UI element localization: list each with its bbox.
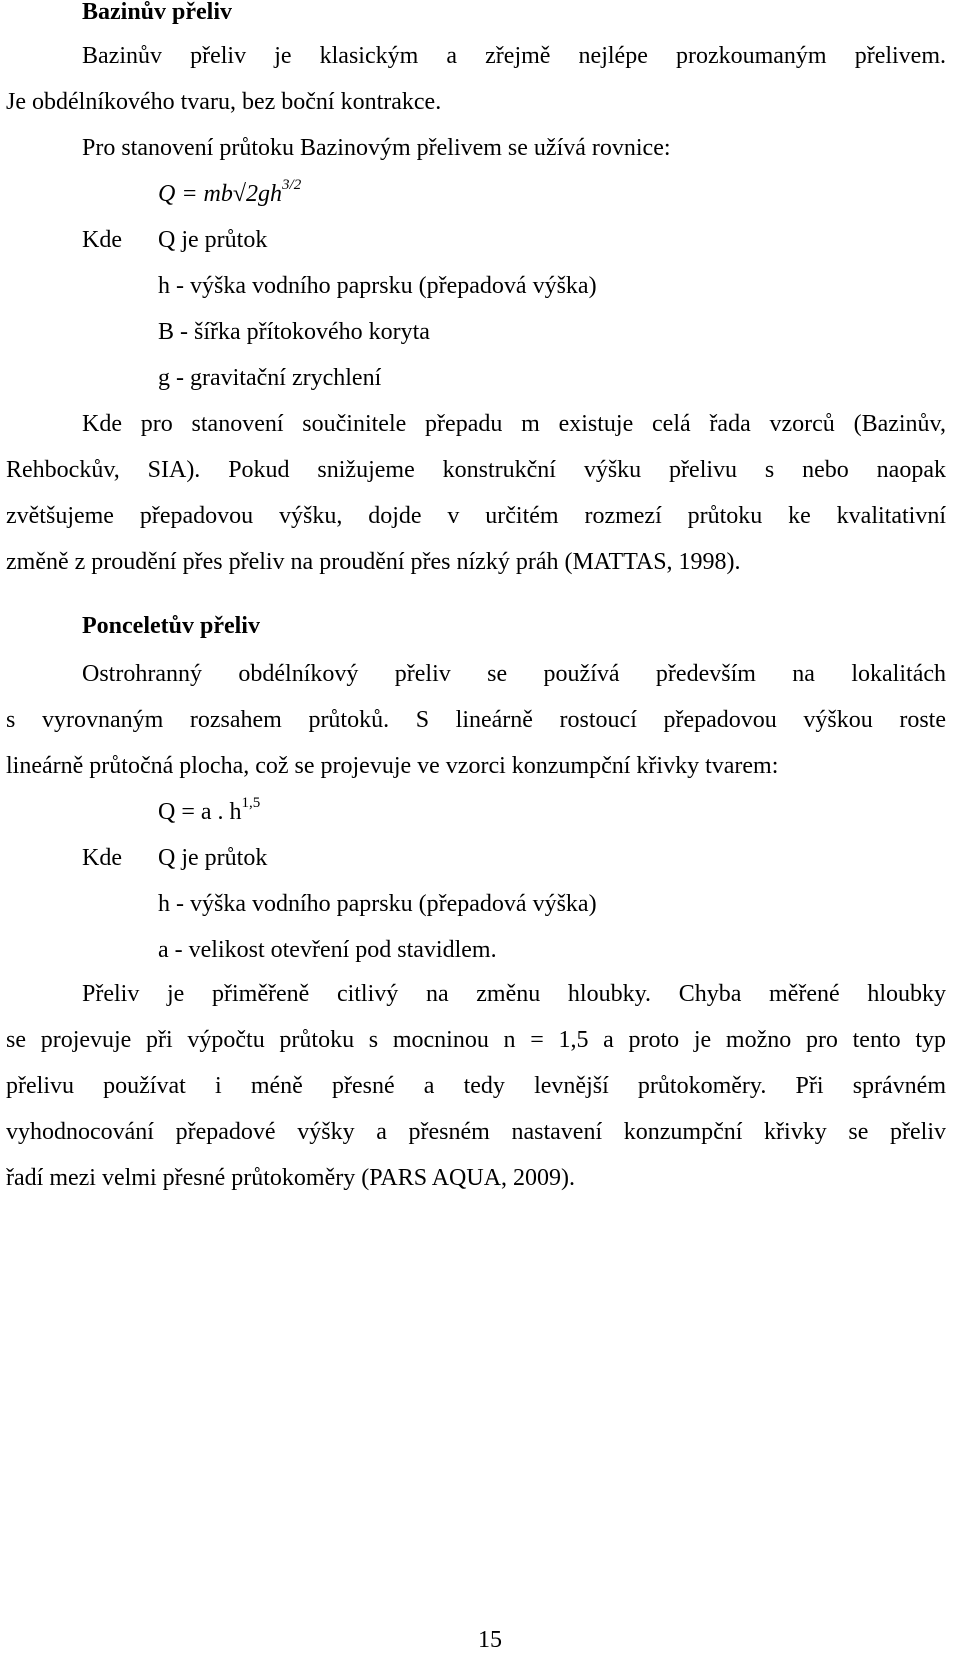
paragraph-line: Rehbockův, SIA). Pokud snižujeme konstrukční výšku přelivu s nebo naopak (6, 457, 946, 483)
paragraph-line: přelivu používat i méně přesné a tedy levnější průtokoměry. Při správném (6, 1073, 946, 1099)
paragraph-line: Bazinův přeliv je klasickým a zřejmě nejlépe prozkoumaným přelivem. (82, 43, 946, 69)
formula-main: Q = mb√2gh (158, 181, 283, 207)
formula-poncelet (158, 795, 261, 829)
page-number: 15 (478, 1627, 502, 1653)
paragraph-line: Kde pro stanovení součinitele přepadu m existuje celá řada vzorců (Bazinův, (82, 411, 946, 437)
paragraph-line: řadí mezi velmi přesné průtokoměry (PARS AQUA, 2009). (6, 1165, 576, 1191)
section-heading-poncelet: Ponceletův přeliv (82, 613, 260, 639)
paragraph-line: lineárně průtočná plocha, což se projevuje ve vzorci konzumpční křivky tvarem: (6, 753, 779, 779)
paragraph-line: Přeliv je přiměřeně citlivý na změnu hloubky. Chyba měřené hloubky (82, 981, 946, 1007)
kde-label: Kde (82, 845, 122, 871)
definition-item: h - výška vodního paprsku (přepadová výška) (158, 273, 597, 299)
definition-item: g - gravitační zrychlení (158, 365, 382, 391)
paragraph-line: se projevuje při výpočtu průtoku s mocninou n = 1,5 a proto je možno pro tento typ (6, 1027, 946, 1053)
formula-exponent: 1,5 (241, 795, 261, 811)
definition-item: Q je průtok (158, 227, 268, 253)
definition-item: a - velikost otevření pod stavidlem. (158, 937, 497, 963)
paragraph-line: Je obdélníkového tvaru, bez boční kontrakce. (6, 89, 442, 115)
definition-item: B - šířka přítokového koryta (158, 319, 430, 345)
paragraph-line: změně z proudění přes přeliv na proudění přes nízký práh (MATTAS, 1998). (6, 549, 741, 575)
kde-label: Kde (82, 227, 122, 253)
paragraph-line: s vyrovnaným rozsahem průtoků. S lineárně rostoucí přepadovou výškou roste (6, 707, 946, 733)
definition-item: Q je průtok (158, 845, 268, 871)
definition-item: h - výška vodního paprsku (přepadová výška) (158, 891, 597, 917)
paragraph-line: zvětšujeme přepadovou výšku, dojde v určitém rozmezí průtoku ke kvalitativní (6, 503, 946, 529)
paragraph-line: vyhodnocování přepadové výšky a přesném nastavení konzumpční křivky se přeliv (6, 1119, 946, 1145)
formula-exponent: 3/2 (282, 177, 302, 193)
paragraph-line: Pro stanovení průtoku Bazinovým přelivem se užívá rovnice: (82, 135, 671, 161)
formula-bazin (158, 177, 302, 211)
paragraph-line: Ostrohranný obdélníkový přeliv se používá především na lokalitách (82, 661, 946, 687)
formula-main: Q = a . h (158, 799, 242, 825)
section-heading-bazin: Bazinův přeliv (82, 0, 233, 25)
